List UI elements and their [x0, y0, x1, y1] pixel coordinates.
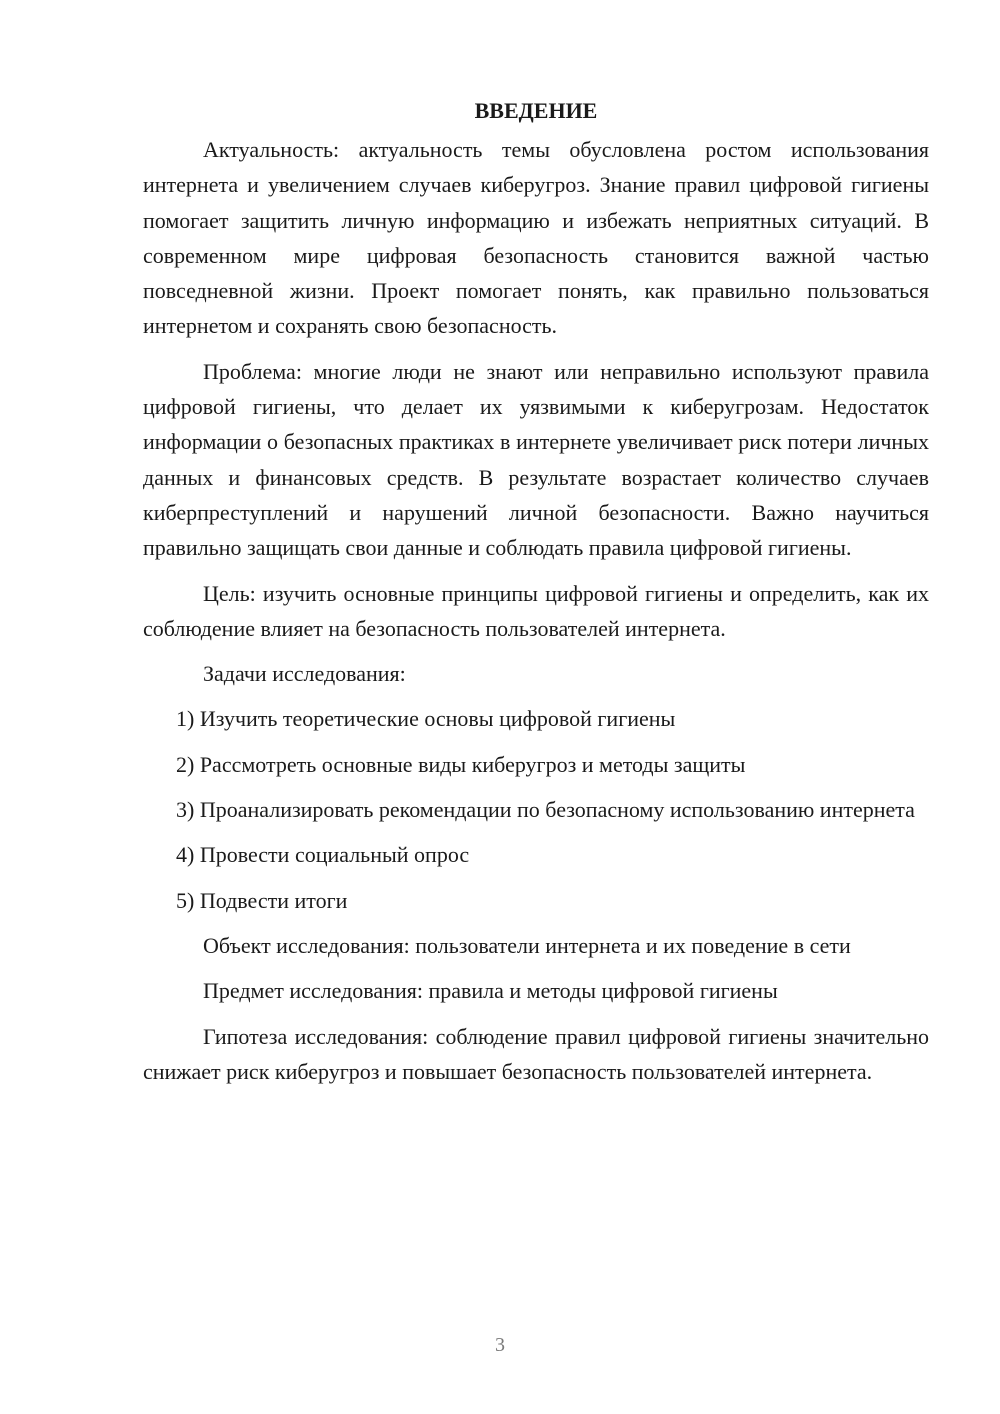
task-item: 3) Проанализировать рекомендации по безопасному использованию интернета — [176, 797, 915, 823]
subject-paragraph: Предмет исследования: правила и методы цифровой гигиены — [203, 978, 778, 1004]
page-number: 3 — [495, 1334, 505, 1356]
goal-paragraph: Цель: изучить основные принципы цифровой гигиены и определить, как их соблюдение влияет на безопасность пользователей интернета. — [143, 580, 929, 641]
object-paragraph: Объект исследования: пользователи интернета и их поведение в сети — [203, 932, 851, 958]
tasks-heading: Задачи исследования: — [203, 661, 406, 687]
task-item: 1) Изучить теоретические основы цифровой гигиены — [176, 706, 676, 732]
document-page — [143, 96, 929, 1099]
relevance-paragraph: Актуальность: актуальность темы обусловлена ростом использования интернета и увеличением случаев киберугроз. Знание правил цифровой гигиены помогает защитить личную информацию и избежать неприятных ситуаций. В современном мире цифровая безопасность становится важной частью повседневной жизни. Проект помогает понять, как правильно пользоваться интернетом и сохранять свою безопасность. — [143, 137, 929, 339]
task-item: 4) Провести социальный опрос — [176, 842, 470, 868]
section-title: ВВЕДЕНИЕ — [474, 98, 598, 123]
task-item: 2) Рассмотреть основные виды киберугроз и методы защиты — [176, 751, 746, 777]
hypothesis-paragraph: Гипотеза исследования: соблюдение правил цифровой гигиены значительно снижает риск киберугроз и повышает безопасность пользователей интернета. — [143, 1023, 929, 1084]
problem-paragraph: Проблема: многие люди не знают или неправильно используют правила цифровой гигиены, что делает их уязвимыми к киберугрозам. Недостаток информации о безопасных практиках в интернете увеличивает риск потери личных данных и финансовых средств. В результате возрастает количество случаев киберпреступлений и нарушений личной безопасности. Важно научиться правильно защищать свои данные и соблюдать правила цифровой гигиены. — [143, 358, 929, 561]
task-item: 5) Подвести итоги — [176, 887, 348, 913]
